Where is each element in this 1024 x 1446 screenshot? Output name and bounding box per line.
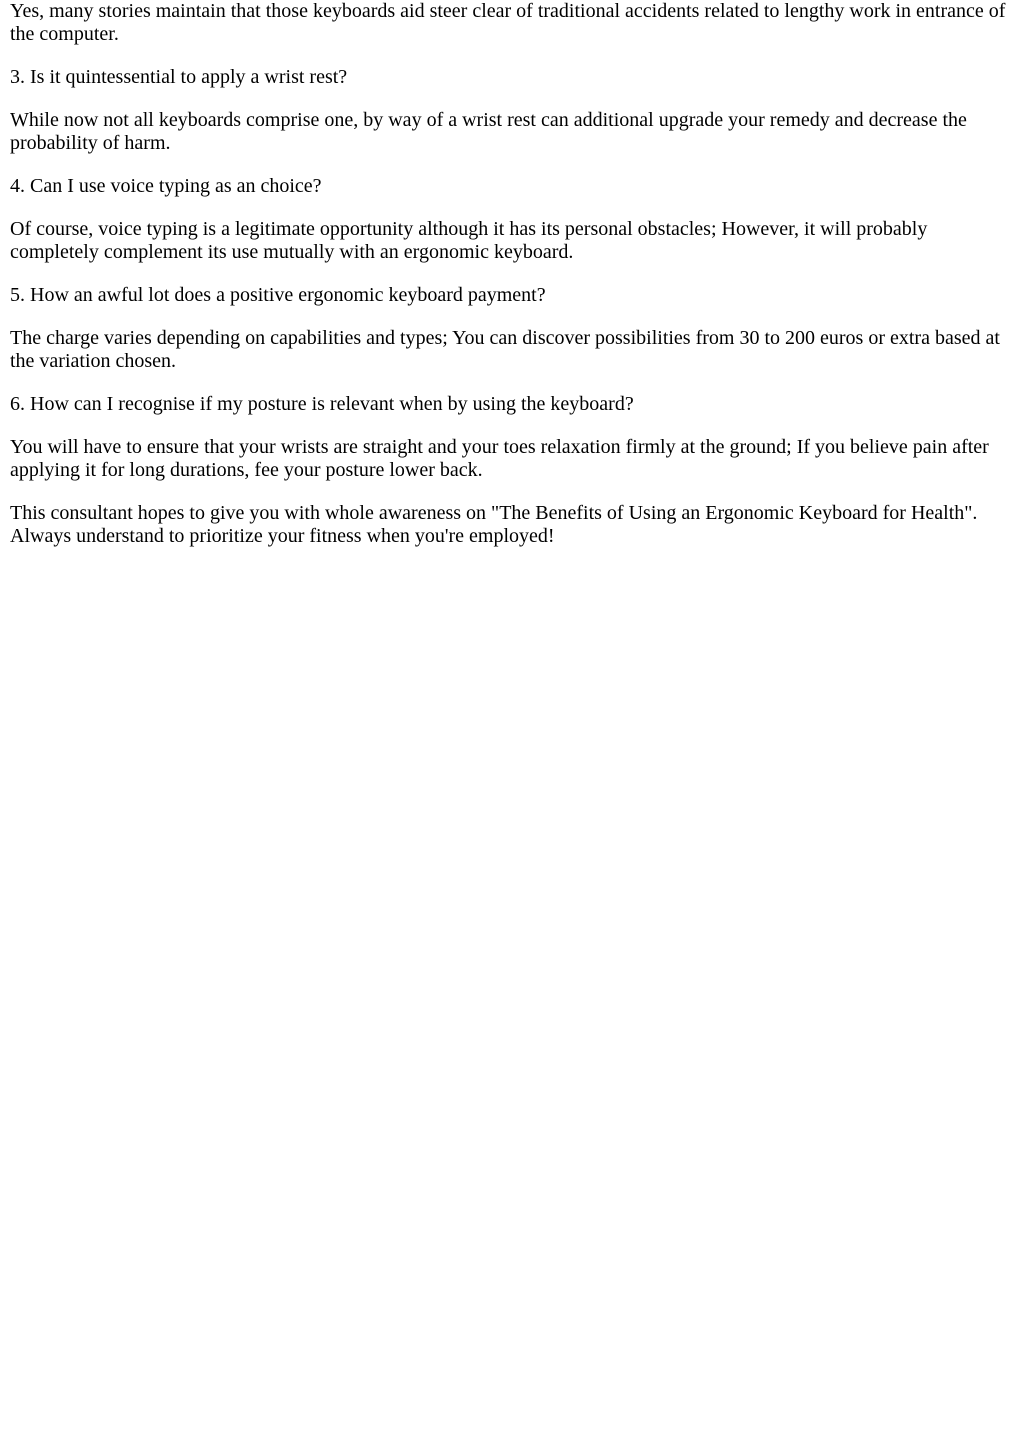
closing-paragraph: This consultant hopes to give you with whole awareness on "The Benefits of Using an Ergonomic Keyboard for Health". Always understand to prioritize your fitness when you're employed! xyxy=(10,502,978,547)
question-heading: 4. Can I use voice typing as an choice? xyxy=(10,175,322,197)
question-heading: 3. Is it quintessential to apply a wrist rest? xyxy=(10,66,348,88)
answer-paragraph: The charge varies depending on capabilities and types; You can discover possibilities from 30 to 200 euros or extra based at the variation chosen. xyxy=(10,327,1000,372)
question-heading: 6. How can I recognise if my posture is relevant when by using the keyboard? xyxy=(10,393,634,415)
question-heading: 5. How an awful lot does a positive ergonomic keyboard payment? xyxy=(10,284,546,306)
answer-paragraph: Of course, voice typing is a legitimate opportunity although it has its personal obstacles; However, it will probably completely complement its use mutually with an ergonomic keyboard. xyxy=(10,218,928,263)
answer-paragraph: Yes, many stories maintain that those keyboards aid steer clear of traditional accidents related to lengthy work in entrance of the computer. xyxy=(10,0,1006,45)
document-body xyxy=(0,0,1024,548)
answer-paragraph: You will have to ensure that your wrists are straight and your toes relaxation firmly at the ground; If you believe pain after applying it for long durations, fee your posture lower back. xyxy=(10,436,989,481)
answer-paragraph: While now not all keyboards comprise one, by way of a wrist rest can additional upgrade your remedy and decrease the probability of harm. xyxy=(10,109,967,154)
